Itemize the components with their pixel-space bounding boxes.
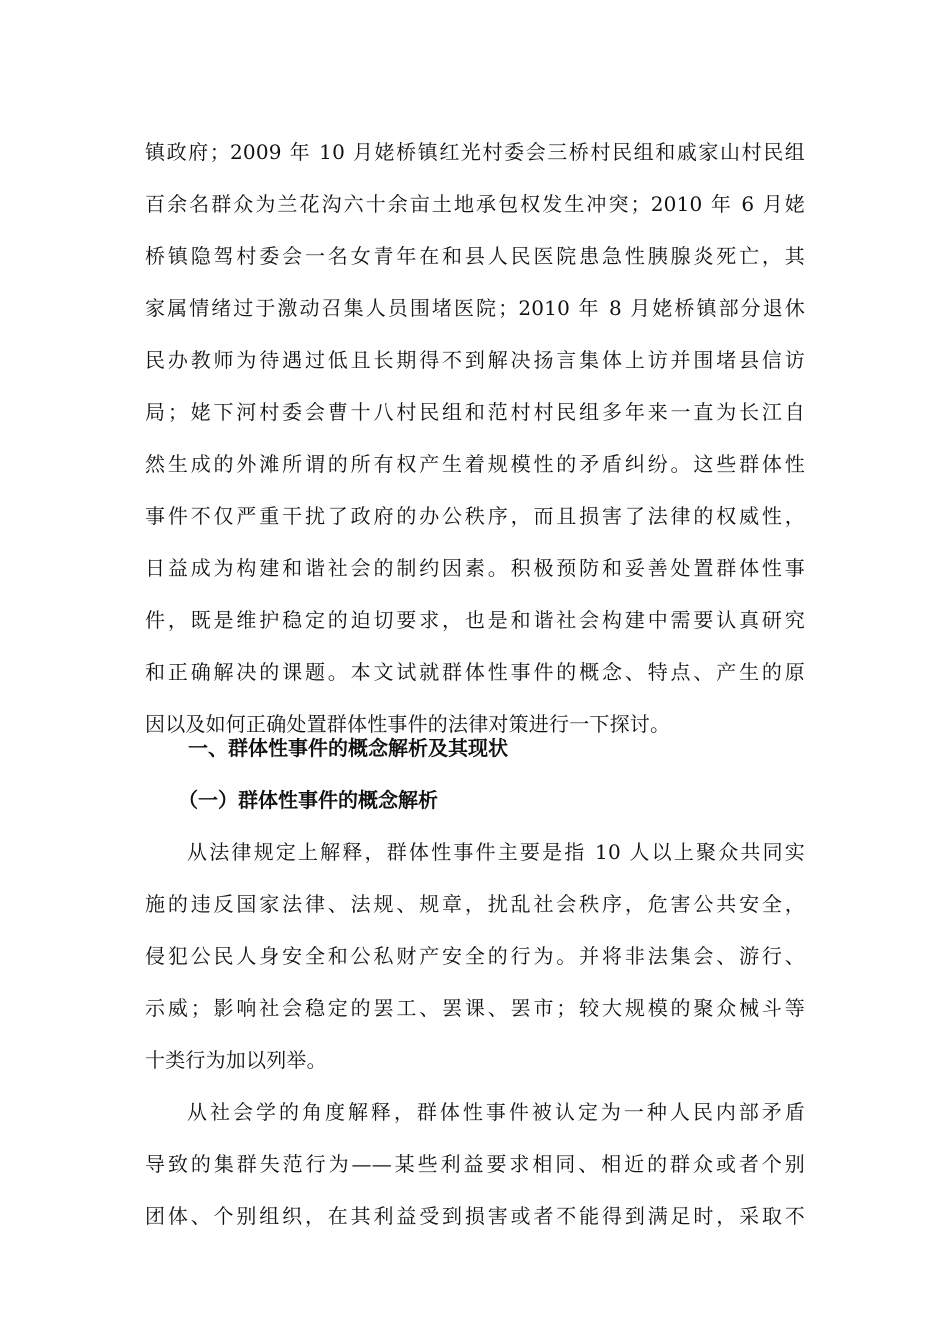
paragraph-legal-definition	[145, 826, 805, 1086]
text-line: 侵犯公民人身安全和公私财产安全的行为。并将非法集会、游行、	[145, 944, 805, 968]
paragraph-intro	[145, 126, 805, 750]
text-line: 导致的集群失范行为——某些利益要求相同、相近的群众或者个别	[145, 1152, 805, 1176]
section-heading: 一、群体性事件的概念解析及其现状	[188, 736, 508, 760]
paragraph-sociological-definition	[145, 1086, 805, 1242]
text-line: 施的违反国家法律、法规、规章，扰乱社会秩序，危害公共安全，	[145, 892, 805, 916]
text-line: 团体、个别组织，在其利益受到损害或者不能得到满足时，采取不	[145, 1204, 805, 1228]
text-line: 日益成为构建和谐社会的制约因素。积极预防和妥善处置群体性事	[145, 556, 805, 580]
text-line: 从社会学的角度解释，群体性事件被认定为一种人民内部矛盾	[187, 1100, 805, 1124]
text-line: 因以及如何正确处置群体性事件的法律对策进行一下探讨。	[145, 712, 671, 736]
text-line: 镇政府；2009 年 10 月姥桥镇红光村委会三桥村民组和戚家山村民组	[145, 140, 805, 164]
text-line: 局；姥下河村委会曹十八村民组和范村村民组多年来一直为长江自	[145, 400, 805, 424]
text-line: 桥镇隐驾村委会一名女青年在和县人民医院患急性胰腺炎死亡，其	[145, 244, 805, 268]
text-line: 从法律规定上解释，群体性事件主要是指 10 人以上聚众共同实	[187, 840, 805, 864]
text-line: 示威；影响社会稳定的罢工、罢课、罢市；较大规模的聚众械斗等	[145, 996, 805, 1020]
text-line: 件，既是维护稳定的迫切要求，也是和谐社会构建中需要认真研究	[145, 608, 805, 632]
text-line: 然生成的外滩所谓的所有权产生着规模性的矛盾纠纷。这些群体性	[145, 452, 805, 476]
text-line: 事件不仅严重干扰了政府的办公秩序，而且损害了法律的权威性，	[145, 504, 805, 528]
subsection-heading: （一）群体性事件的概念解析	[178, 788, 438, 812]
text-line: 民办教师为待遇过低且长期得不到解决扬言集体上访并围堵县信访	[145, 348, 805, 372]
text-line: 百余名群众为兰花沟六十余亩土地承包权发生冲突；2010 年 6 月姥	[145, 192, 805, 216]
text-line: 家属情绪过于激动召集人员围堵医院；2010 年 8 月姥桥镇部分退休	[145, 296, 805, 320]
text-line: 和正确解决的课题。本文试就群体性事件的概念、特点、产生的原	[145, 660, 805, 684]
text-line: 十类行为加以列举。	[145, 1048, 327, 1072]
